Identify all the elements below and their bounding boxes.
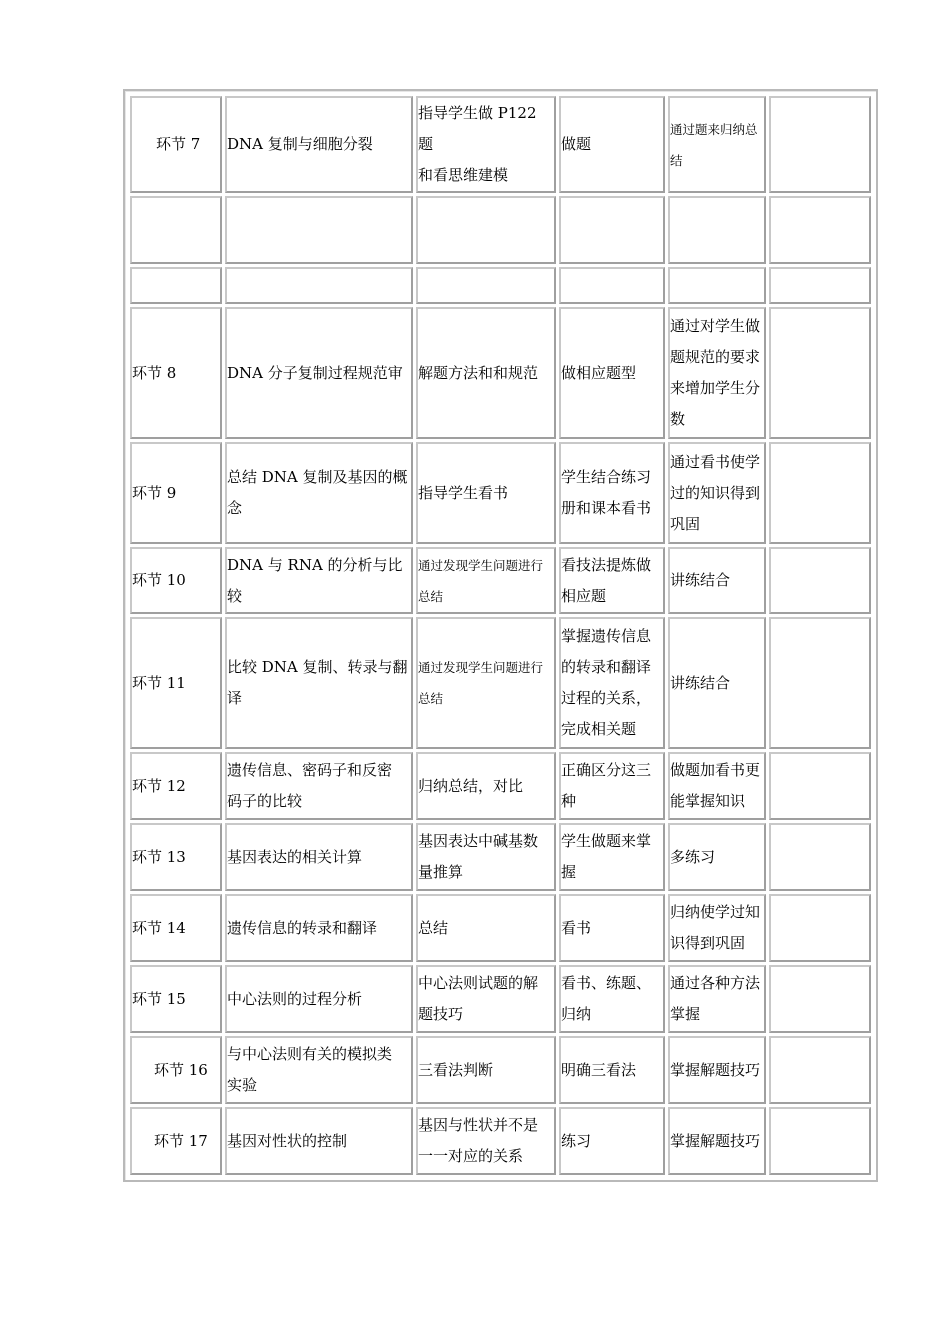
notes-cell — [769, 547, 871, 614]
teacher-activity-text-line: 解题方法和和规范 — [418, 363, 539, 382]
design-intent-cell — [668, 547, 766, 614]
design-intent-cell — [668, 442, 766, 544]
table-row — [130, 307, 871, 439]
design-intent-text-line: 数 — [670, 410, 686, 428]
design-intent-cell — [668, 307, 766, 439]
stage-text: 环节 16 — [154, 1060, 208, 1079]
teacher-activity-text-line: 中心法则试题的解 — [418, 974, 539, 992]
table-row — [130, 1107, 871, 1175]
stage-cell — [130, 1036, 222, 1104]
table-row — [130, 752, 871, 820]
student-activity-cell — [559, 547, 665, 614]
notes-cell — [769, 307, 871, 439]
content-text-line: 实验 — [227, 1076, 258, 1094]
stage-text: 环节 11 — [132, 673, 186, 692]
design-intent-cell — [668, 267, 766, 304]
student-activity-cell — [559, 894, 665, 962]
stage-cell — [130, 965, 222, 1033]
content-cell — [225, 894, 413, 962]
student-activity-text-line: 完成相关题 — [561, 720, 637, 738]
stage-text: 环节 13 — [132, 847, 186, 866]
student-activity-cell — [559, 823, 665, 891]
student-activity-text-line: 的转录和翻译 — [561, 658, 652, 676]
design-intent-text-line: 通过对学生做 — [670, 317, 761, 335]
teacher-activity-text-line: 基因与性状并不是 — [418, 1116, 539, 1134]
content-text-line: 总结 DNA 复制及基因的概 — [227, 468, 408, 486]
design-intent-text-line: 讲练结合 — [670, 673, 731, 692]
design-intent-text-line: 过的知识得到 — [670, 483, 761, 502]
student-activity-cell — [559, 1036, 665, 1104]
student-activity-text: 做题 — [561, 135, 592, 153]
table-row — [130, 96, 871, 193]
design-intent-text-line: 通过各种方法 — [670, 974, 761, 992]
design-intent-text-line: 能掌握知识 — [670, 792, 746, 810]
design-intent-text-line: 归纳使学过知 — [670, 903, 761, 921]
design-intent-text-line: 通过看书使学 — [670, 452, 761, 471]
teacher-activity-text-line: 通过发现学生问题进行 — [418, 557, 544, 573]
student-activity-text-line: 种 — [561, 792, 577, 810]
student-activity-cell — [559, 442, 665, 544]
student-activity-text: 练习 — [561, 1131, 592, 1150]
content-cell — [225, 965, 413, 1033]
stage-cell — [130, 267, 222, 304]
content-cell — [225, 823, 413, 891]
stage-cell — [130, 1107, 222, 1175]
design-intent-cell — [668, 1036, 766, 1104]
stage-cell — [130, 196, 222, 264]
student-activity-text-line: 册和课本看书 — [561, 499, 652, 517]
teacher-activity-text-line: 指导学生做 P122 题 — [418, 104, 537, 153]
stage-text: 环节 8 — [132, 363, 177, 382]
stage-text: 环节 7 — [156, 135, 201, 153]
content-text-line: 码子的比较 — [227, 792, 303, 810]
notes-cell — [769, 1036, 871, 1104]
student-activity-text-line: 过程的关系， — [561, 689, 652, 707]
design-intent-text-line: 讲练结合 — [670, 571, 731, 589]
teacher-activity-cell — [416, 96, 556, 193]
design-intent-text-line: 识得到巩固 — [670, 934, 746, 952]
notes-cell — [769, 267, 871, 304]
design-intent-cell — [668, 96, 766, 193]
teacher-activity-cell — [416, 196, 556, 264]
content-cell — [225, 267, 413, 304]
stage-cell — [130, 617, 222, 749]
teacher-activity-text-line: 和看思维建模 — [418, 166, 509, 184]
content-cell — [225, 1107, 413, 1175]
design-intent-text-line: 题规范的要求 — [670, 348, 761, 366]
student-activity-cell — [559, 965, 665, 1033]
content-cell — [225, 442, 413, 544]
teacher-activity-cell — [416, 1036, 556, 1104]
student-activity-text-line: 正确区分这三 — [561, 761, 652, 779]
stage-cell — [130, 752, 222, 820]
teacher-activity-text-line: 题技巧 — [418, 1005, 464, 1023]
design-intent-text-line: 掌握解题技巧 — [670, 1131, 761, 1150]
teacher-activity-cell — [416, 894, 556, 962]
content-cell — [225, 617, 413, 749]
stage-cell — [130, 547, 222, 614]
teacher-activity-text-line: 归纳总结，对比 — [418, 776, 524, 795]
notes-cell — [769, 617, 871, 749]
stage-cell — [130, 442, 222, 544]
content-text: DNA 与 RNA 的分析与比较 — [227, 555, 403, 605]
design-intent-cell — [668, 894, 766, 962]
table-row — [130, 267, 871, 304]
content-text: DNA 分子复制过程规范审 — [227, 363, 403, 382]
teacher-activity-text-line: 总结 — [418, 691, 444, 706]
student-activity-text-line: 掌握遗传信息 — [561, 627, 652, 645]
notes-cell — [769, 752, 871, 820]
notes-cell — [769, 823, 871, 891]
content-text-line: 遗传信息、密码子和反密 — [227, 761, 393, 779]
student-activity-cell — [559, 96, 665, 193]
notes-cell — [769, 442, 871, 544]
design-intent-text-line: 掌握解题技巧 — [670, 1060, 761, 1079]
teacher-activity-text-line: 指导学生看书 — [418, 483, 509, 502]
teacher-activity-text-line: 通过发现学生问题进行 — [418, 660, 544, 675]
table-row — [130, 617, 871, 749]
stage-cell — [130, 823, 222, 891]
teacher-activity-cell — [416, 823, 556, 891]
stage-cell — [130, 307, 222, 439]
teacher-activity-cell — [416, 752, 556, 820]
table-row — [130, 196, 871, 264]
teacher-activity-cell — [416, 442, 556, 544]
content-text: 遗传信息的转录和翻译 — [227, 918, 378, 937]
notes-cell — [769, 965, 871, 1033]
student-activity-cell — [559, 196, 665, 264]
design-intent-text-line: 多练习 — [670, 847, 716, 866]
design-intent-text-line: 来增加学生分 — [670, 379, 761, 397]
content-cell — [225, 307, 413, 439]
student-activity-text-line: 握 — [561, 863, 577, 881]
lesson-plan-table — [127, 93, 874, 1178]
content-cell — [225, 547, 413, 614]
teacher-activity-cell — [416, 965, 556, 1033]
table-row — [130, 823, 871, 891]
content-text: 基因表达的相关计算 — [227, 847, 363, 866]
student-activity-cell — [559, 752, 665, 820]
notes-cell — [769, 196, 871, 264]
design-intent-cell — [668, 617, 766, 749]
student-activity-text: 做相应题型 — [561, 363, 637, 382]
student-activity-text-line: 学生结合练习 — [561, 468, 652, 486]
student-activity-text-line: 学生做题来掌 — [561, 832, 652, 850]
stage-text: 环节 12 — [132, 776, 186, 795]
notes-cell — [769, 894, 871, 962]
student-activity-text-line: 看技法提炼做 — [561, 555, 652, 574]
table-row — [130, 894, 871, 962]
student-activity-cell — [559, 267, 665, 304]
stage-text: 环节 14 — [132, 918, 186, 937]
stage-text: 环节 17 — [154, 1131, 208, 1150]
teacher-activity-text-line: 量推算 — [418, 863, 464, 881]
content-text: DNA 复制与细胞分裂 — [227, 135, 373, 153]
design-intent-text-line: 通过题来归纳总 — [670, 121, 758, 137]
teacher-activity-cell — [416, 1107, 556, 1175]
table-row — [130, 547, 871, 614]
content-cell — [225, 96, 413, 193]
student-activity-cell — [559, 617, 665, 749]
stage-text: 环节 15 — [132, 989, 186, 1008]
table-row — [130, 1036, 871, 1104]
table-row — [130, 965, 871, 1033]
content-text-line: 念 — [227, 499, 243, 517]
student-activity-text: 看书 — [561, 918, 592, 937]
design-intent-text-line: 掌握 — [670, 1005, 701, 1023]
content-cell — [225, 196, 413, 264]
design-intent-cell — [668, 1107, 766, 1175]
design-intent-text-line: 结 — [670, 152, 683, 168]
teacher-activity-text-line: 三看法判断 — [418, 1060, 494, 1079]
teacher-activity-text-line: 一一对应的关系 — [418, 1147, 524, 1165]
table-row — [130, 442, 871, 544]
notes-cell — [769, 96, 871, 193]
design-intent-cell — [668, 823, 766, 891]
stage-text: 环节 9 — [132, 483, 177, 502]
teacher-activity-text-line: 总结 — [418, 588, 444, 604]
design-intent-cell — [668, 196, 766, 264]
stage-cell — [130, 894, 222, 962]
content-text-line: 与中心法则有关的模拟类 — [227, 1045, 393, 1063]
stage-text: 环节 10 — [132, 571, 186, 589]
design-intent-cell — [668, 965, 766, 1033]
design-intent-text-line: 做题加看书更 — [670, 761, 761, 779]
lesson-plan-table-frame — [123, 89, 878, 1182]
student-activity-text-line: 相应题 — [561, 586, 607, 605]
student-activity-cell — [559, 1107, 665, 1175]
student-activity-text-line: 归纳 — [561, 1005, 592, 1023]
notes-cell — [769, 1107, 871, 1175]
content-text: 中心法则的过程分析 — [227, 989, 363, 1008]
content-text-line: 译 — [227, 689, 243, 707]
teacher-activity-cell — [416, 307, 556, 439]
teacher-activity-text-line: 基因表达中碱基数 — [418, 832, 539, 850]
design-intent-text-line: 巩固 — [670, 514, 701, 533]
student-activity-text: 明确三看法 — [561, 1060, 637, 1079]
stage-cell — [130, 96, 222, 193]
content-cell — [225, 1036, 413, 1104]
content-text-line: 比较 DNA 复制、转录与翻 — [227, 658, 408, 676]
content-text: 基因对性状的控制 — [227, 1131, 348, 1150]
teacher-activity-cell — [416, 617, 556, 749]
student-activity-cell — [559, 307, 665, 439]
content-cell — [225, 752, 413, 820]
teacher-activity-text-line: 总结 — [418, 918, 449, 937]
student-activity-text-line: 看书、练题、 — [561, 974, 652, 992]
teacher-activity-cell — [416, 267, 556, 304]
teacher-activity-cell — [416, 547, 556, 614]
design-intent-cell — [668, 752, 766, 820]
